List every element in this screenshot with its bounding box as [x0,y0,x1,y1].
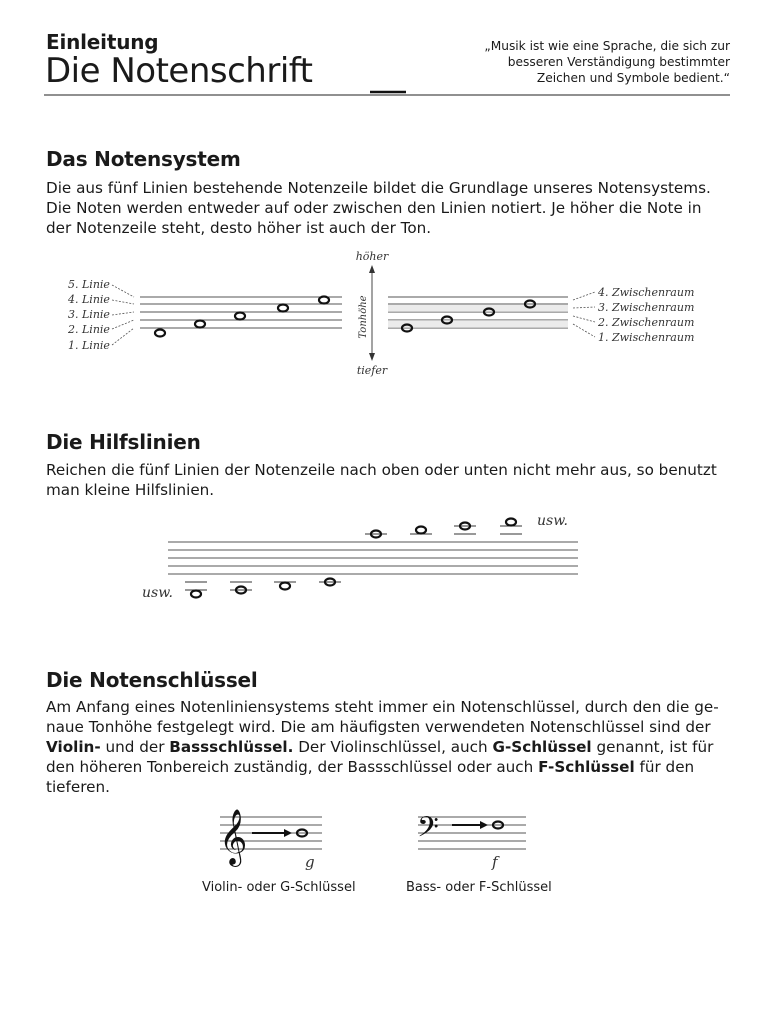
svg-text:4. Zwischenraum: 4. Zwischenraum [598,286,695,299]
line-labels [67,278,110,352]
svg-text:5. Linie: 5. Linie [68,278,110,291]
svg-text:2. Linie: 2. Linie [68,323,110,336]
usw-lower: usw. [142,585,173,601]
usw-upper: usw. [537,513,568,529]
treble-clef-icon: 𝄞 [219,809,248,865]
paragraph-notensystem: Die aus fünf Linien bestehende Notenzeile bildet die Grundlage unseres Notensystems. Die Noten werden entweder auf oder zwischen den Linien notiert. Je höher die Note in der Notenzeile steht, desto höher ist auch der Ton. [46,179,711,237]
svg-text:3. Linie: 3. Linie [68,308,110,321]
paragraph-hilfslinien: Reichen die fünf Linien der Notenzeile nach oben oder unten nicht mehr aus, so benutzt man kleine Hilfslinien. [46,461,717,499]
staff-figure [0,245,768,385]
ledger-lines-figure [0,505,768,610]
section-title-hilfslinien: Die Hilfslinien [46,430,201,454]
svg-text:3. Zwischenraum: 3. Zwischenraum [598,301,695,314]
pitch-arrow [369,265,375,361]
notes-on-lines [155,297,329,337]
section-title-notensystem: Das Notensystem [46,147,241,171]
paragraph-notenschluessel: Am Anfang eines Notenliniensystems steht immer ein Notenschlüssel, durch den die genaue Tonhöhe festgelegt wird. Die am häufigsten verwendeten Notenschlüssel sind der Violin- und der Bassschlüssel. Der Violinschlüssel, auch G-Schlüssel genannt, ist für den höheren Tonbereich zuständig, der Bassschlüssel oder auch F-Schlüssel für den tieferen. [46,698,719,796]
bass-arrow-icon [452,821,488,829]
space-labels [597,286,694,344]
clefs-figure [0,795,768,905]
header-rule [0,0,768,110]
chapter-kicker: Einleitung [46,30,159,54]
page-title: Die Notenschrift [45,51,313,91]
label-lower: tiefer [356,364,388,377]
treble-arrow-icon [252,829,292,837]
bass-note-label: f [492,853,498,871]
svg-text:1. Zwischenraum: 1. Zwischenraum [598,331,695,344]
svg-text:1. Linie: 1. Linie [68,339,110,352]
header-quote: „Musik ist wie eine Sprache, die sich zur besseren Verständigung bestimmter Zeichen und Symbole bedient.“ [484,39,730,85]
label-pitch: Tonhöhe [358,295,369,339]
bass-caption: Bass- oder F-Schlüssel [406,880,552,895]
label-higher: höher [355,250,389,263]
svg-text:4. Linie: 4. Linie [68,293,110,306]
section-title-notenschluessel: Die Notenschlüssel [46,668,258,692]
svg-text:2. Zwischenraum: 2. Zwischenraum [598,316,695,329]
bass-clef-icon: 𝄢 [417,811,439,851]
treble-caption: Violin- oder G-Schlüssel [202,880,356,895]
treble-note-label: g [305,853,315,871]
